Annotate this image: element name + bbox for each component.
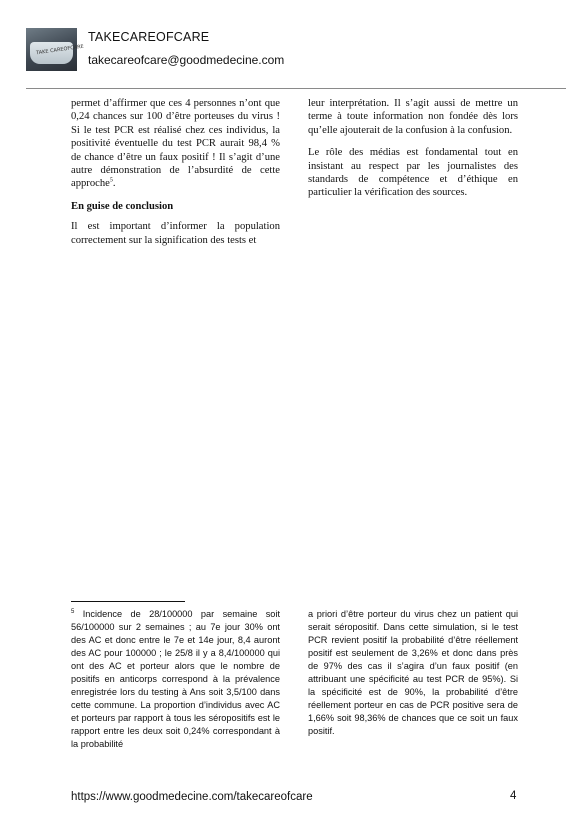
left-column (71, 97, 280, 256)
left-paragraph-1 (71, 97, 280, 191)
footnote-left (71, 608, 280, 751)
footnote-right-text: a priori d’être porteur du virus chez un patient qui serait séropositif. Dans cette simulation, si le test PCR revient positif la probabilité d’être réellement positif est seulement de 3,26% et donc dans près de 97% des cas il s’agira d’un faux positif (en attribuant une spécificité au test PCR de 95%). Si la spécificité est de 90%, la probabilité d’être réellement porteur en cas de PCR positive sera de 1,66% soit 98,36% de chances que ce soit un faux positif. (308, 609, 518, 736)
footer-url[interactable]: https://www.goodmedecine.com/takecareofcare (71, 791, 313, 803)
left-paragraph-1-end: . (112, 178, 116, 190)
footnote-reference: 5 (109, 177, 113, 184)
header-divider (26, 88, 566, 89)
footnote-marker: 5 (71, 608, 75, 615)
footnote-right (308, 608, 518, 738)
right-paragraph-1: leur interprétation. Il s’agit aussi de mettre un terme à toute information non fondée dès lors qu’elle ajouterait de la confusion à la confusion. (308, 98, 518, 136)
right-column (308, 97, 518, 209)
brand-name: TAKECAREOFCARE (88, 30, 210, 44)
footnote-left-text: Incidence de 28/100000 par semaine soit 56/100000 sur 2 semaines ; au 7e jour 30% ont des AC et donc entre le 7e et 14e jour, 8,4 auront des AC pour 100000 ; le 25/8 il y a 8,4/100000 qui ont des AC et porteur alors que le nombre de positifs en anticorps correspond à la prévalence enregistrée lors du testing à Ans soit 3,5/100 dans cette commune. La proportion d’individus avec AC et porteurs par rapport à tous les séropositifs est le rapport entre les deux soit 0,24% correspondant à la probabilité (71, 609, 280, 749)
conclusion-heading: En guise de conclusion (71, 200, 174, 212)
face-mask-image (30, 42, 85, 64)
right-paragraph-2: Le rôle des médias est fondamental tout en insistant au respect par les journalistes des standards de compétence et d’éthique en particulier la vérification des sources. (308, 147, 518, 199)
header-logo-image (26, 28, 85, 71)
left-paragraph-2: Il est important d’informer la population correctement sur la signification des tests et (71, 221, 280, 246)
left-paragraph-1-text: permet d’affirmer que ces 4 personnes n’ont que 0,24 chances sur 100 d’être porteuses du virus ! Si le test PCR est réalisé chez ces individus, la positivité éventuelle du test PCR aurait 98,4 % de chance d’être un faux positif ! Il s’agit d’une autre démonstration de l’absurdité de cette approche (71, 98, 280, 190)
page-number: 4 (510, 790, 517, 802)
logo-mask-text: TAKE CAREOFCARE (35, 43, 85, 57)
footnote-divider (71, 601, 185, 602)
header-email: takecareofcare@goodmedecine.com (88, 53, 285, 67)
